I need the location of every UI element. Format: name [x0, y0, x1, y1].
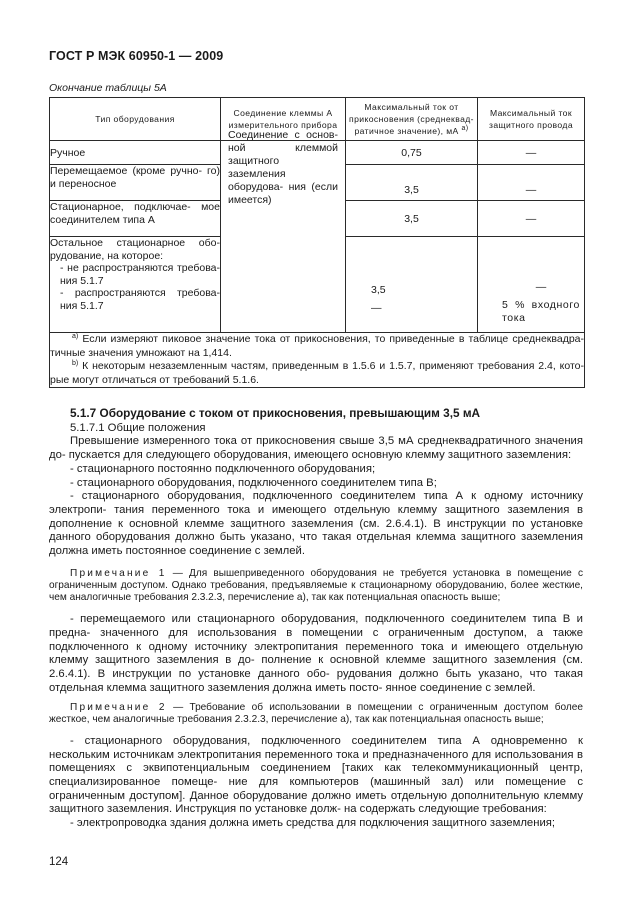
- page-number: 124: [49, 856, 69, 868]
- main-text: [49, 407, 583, 831]
- list-item: - стационарного оборудования, подключенного соединителем типа В;: [70, 476, 437, 489]
- header-max-protective-current: Максимальный ток защитного провода: [478, 98, 585, 141]
- cell-type-other: [50, 237, 221, 333]
- current-value-2: —: [371, 302, 382, 314]
- note-1: [49, 568, 583, 605]
- cell-type: Перемещаемое (кроме ручно- го) и переносное: [50, 165, 221, 201]
- note-1-text: — Для вышеприведенного оборудования не требуется установка в помещение с ограниченным доступом. Однако требования, предъявляемые к стационарному оборудованию, более жесткие, чем аналогичные требования 2.3.2.3, перечисление а), так как потенциальная опасность выше;: [49, 567, 583, 604]
- standard-header: ГОСТ Р МЭК 60950-1 — 2009: [49, 49, 224, 63]
- cell-wire: —: [478, 141, 585, 165]
- cell-wire: —: [478, 165, 585, 201]
- footnote-b-mark: b): [72, 360, 79, 367]
- cell-current: 3,5: [346, 201, 478, 237]
- subsection-title: 5.1.7.1 Общие положения: [70, 421, 206, 434]
- footnote-b: [50, 360, 584, 387]
- other-equipment-intro: Остальное стационарное обо- рудование, на которое:: [50, 237, 220, 262]
- connection-text: Соединение с основ- ной клеммой защитного заземления оборудова- ния (если имеется): [228, 129, 338, 206]
- footnote-b-text: К некоторым незаземленным частям, приведенным в 1.5.6 и 1.5.7, применяют требования 2.4, кото- рые могут отличаться от требований 5.1.6.: [50, 360, 584, 386]
- wire-value-1: —: [535, 281, 547, 293]
- paragraph: Превышение измеренного тока от прикосновения свыше 3,5 мА среднеквадратичного значения до- пускается для следующего оборудования, имеющего основную клемму защитного заземления:: [49, 435, 583, 462]
- wire-value-2: 5 % входного тока: [502, 298, 580, 324]
- list-item: - перемещаемого или стационарного оборудования, подключенного соединителем типа В и предна- значенного для использования в помещении с ограниченным доступом, а также подключенного к одному источнику электропитания переменного тока и имеющего отдельную клемму защитного заземления в до- полнение к основной клемме защитного заземления (см. 2.6.4.1). В инструкции по установке данного обо- рудования должно быть указано, что такая отдельная клемма защитного заземления должна иметь посто- янное соединение с землей.: [49, 613, 583, 694]
- note-2: [49, 702, 583, 726]
- cell-current-other: [346, 237, 478, 333]
- section-title: 5.1.7 Оборудование с током от прикосновения, превышающим 3,5 мА: [70, 406, 481, 420]
- table-row: [50, 141, 585, 165]
- cell-type: Стационарное, подключае- мое соединителем типа А: [50, 201, 221, 237]
- cell-current: 0,75: [346, 141, 478, 165]
- header-max-touch-current: [346, 98, 478, 141]
- footnote-a-mark: а): [72, 333, 79, 340]
- cell-wire: —: [478, 201, 585, 237]
- table-5a: [49, 97, 585, 388]
- not-applicable-item: - не распространяются требова- ния 5.1.7: [60, 262, 220, 287]
- note-2-label: Примечание 2: [70, 701, 167, 713]
- footnote-a-text: Если измеряют пиковое значение тока от прикосновения, то приведенные в таблице среднеквадра- тичные значения умножают на 1,414.: [50, 333, 584, 359]
- footnote-mark-a: а): [461, 125, 469, 132]
- footnote-a: [50, 333, 584, 360]
- cell-connection: [221, 129, 346, 333]
- table-footnotes: [50, 333, 585, 388]
- header-equipment-type: Тип оборудования: [50, 98, 221, 141]
- table-caption: Окончание таблицы 5А: [49, 82, 167, 94]
- applicable-item: - распространяются требова- ния 5.1.7: [60, 287, 220, 312]
- cell-wire-other: [478, 237, 585, 333]
- cell-current: 3,5: [346, 165, 478, 201]
- header-max-touch-current-text: Максимальный ток от прикосновения (среднеквад- ратичное значение), мА: [349, 102, 474, 136]
- list-item: - электропроводка здания должна иметь средства для подключения защитного заземления;: [70, 817, 556, 830]
- list-item: - стационарного оборудования, подключенного соединителем типа А к одному источнику электропи- тания переменного тока и имеющего отдельную клемму защитного заземления в дополнение к основной клемме защитного заземления (см. 2.6.4.1). В инструкции по установке данного оборудования должно быть указано, что такая отдельная клемма защитного заземления должна иметь постоянное соединение с землей.: [49, 490, 583, 558]
- cell-type: Ручное: [50, 141, 221, 165]
- table-notes-row: [50, 333, 585, 388]
- current-value-1: 3,5: [371, 284, 386, 296]
- note-1-label: Примечание 1: [70, 567, 167, 579]
- list-item: - стационарного оборудования, подключенного соединителем типа А одновременно к нескольким источникам электропитания переменного тока и предназначенного для использования в помещениях с эквипотенциальным соединением [таких как телекоммуникационный центр, специализированное помеще- ние для компьютеров (машинный зал) или помещение с ограниченным доступом]. Данное оборудование должно иметь отдельную дополнительную клемму защитного заземления. Инструкция по установке долж- на содержать следующие требования:: [49, 734, 583, 816]
- list-item: - стационарного постоянно подключенного оборудования;: [70, 462, 376, 475]
- header-connection: Соединение клеммы А измерительного прибора: [221, 98, 346, 141]
- note-2-text: — Требование об использовании в помещении с ограниченным доступом более жесткое, чем аналогичные требования 2.3.2.3, перечисление а), так как потенциальная опасность выше;: [49, 701, 583, 725]
